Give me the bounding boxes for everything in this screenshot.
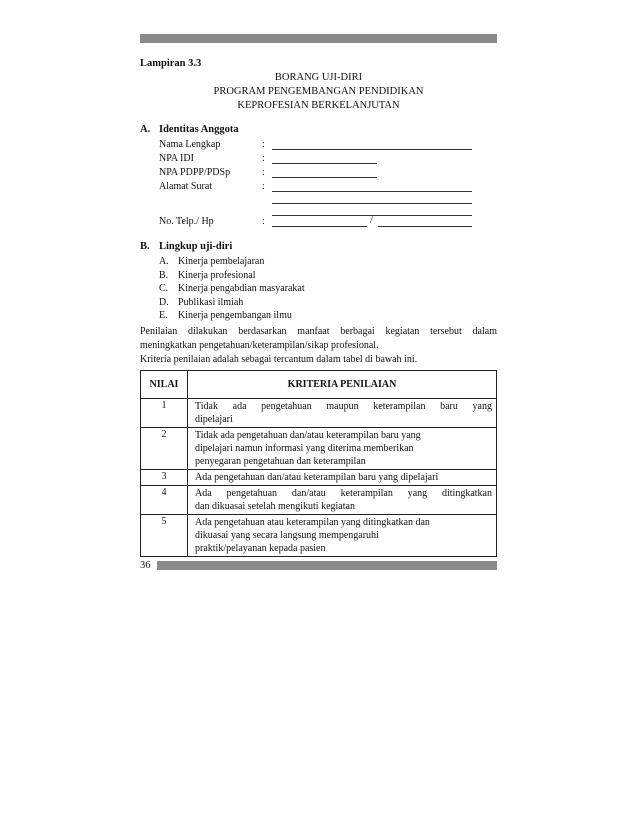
list-item-letter: D. (159, 296, 169, 308)
scope-list (159, 256, 305, 324)
list-item-letter: E. (159, 310, 168, 321)
npa-pdpp-input-line[interactable] (272, 177, 377, 178)
form-subtitle-line2: KEPROFESIAN BERKELANJUTAN (237, 100, 400, 111)
list-item (159, 283, 305, 297)
table-row (141, 486, 497, 515)
section-a-title: Identitas Anggota (159, 124, 239, 135)
list-item (159, 270, 305, 284)
form-title: BORANG UJI-DIRI (274, 72, 363, 83)
page-number: 36 (140, 560, 151, 571)
list-item-text: Kinerja pengabdian masyarakat (178, 283, 305, 294)
table-row (141, 399, 497, 428)
field-colon: : (262, 153, 265, 164)
nama-lengkap-input-line[interactable] (272, 149, 472, 150)
kriteria-line: dan dikuasai setelah mengikuti kegiatan (195, 501, 355, 512)
list-item-letter: B. (159, 269, 169, 281)
kriteria-line: Ada pengetahuan dan/atau keterampilan baru yang dipelajari (195, 472, 439, 483)
criteria-table (140, 370, 497, 557)
kriteria-cell (188, 470, 497, 486)
kriteria-line: praktik/pelayanan kepada pasien (195, 543, 326, 554)
table-row (141, 470, 497, 486)
paragraph-line: Penilaian dilakukan berdasarkan manfaat berbagai kegiatan tersebut dalam (140, 326, 497, 337)
npa-idi-input-line[interactable] (272, 163, 377, 164)
kriteria-cell (188, 486, 497, 515)
nilai-cell: 4 (141, 486, 188, 515)
kriteria-line: Ada pengetahuan atau keterampilan yang ditingkatkan dan (195, 517, 430, 528)
field-colon: : (262, 216, 265, 227)
kriteria-line: dikuasai yang secara langsung mempengaruhi (195, 530, 379, 541)
field-label: No. Telp./ Hp (159, 216, 214, 227)
header-bar (140, 34, 497, 43)
section-b-title: Lingkup uji-diri (159, 241, 233, 252)
field-colon: : (262, 167, 265, 178)
telp-separator: / (370, 215, 373, 226)
list-item-text: Publikasi ilmiah (178, 296, 244, 308)
list-item (159, 310, 305, 324)
paragraph-line: meningkatkan pengetahuan/keterampilan/sikap profesional. (140, 340, 379, 351)
field-colon: : (262, 139, 265, 150)
section-a-letter: A. (140, 124, 151, 135)
table-row (141, 515, 497, 557)
hp-input-line[interactable] (378, 226, 472, 227)
nilai-cell: 5 (141, 515, 188, 557)
kriteria-cell (188, 428, 497, 470)
table-header-row (141, 371, 497, 399)
section-b-heading (140, 241, 232, 252)
nilai-cell: 3 (141, 470, 188, 486)
section-b-letter: B. (140, 241, 150, 252)
nilai-cell: 1 (141, 399, 188, 428)
list-item-letter: C. (159, 283, 169, 294)
list-item-letter: A. (159, 256, 169, 267)
kriteria-cell (188, 515, 497, 557)
list-item-text: Kinerja profesional (178, 269, 256, 281)
field-label: Alamat Surat (159, 181, 213, 192)
kriteria-line: Tidak ada pengetahuan dan/atau keterampilan baru yang (195, 430, 421, 441)
column-header-kriteria: KRITERIA PENILAIAN (188, 371, 497, 399)
kriteria-line: Tidak ada pengetahuan maupun keterampilan baru yang (195, 401, 492, 412)
list-item (159, 256, 305, 270)
kriteria-line: dipelajari (195, 414, 233, 425)
field-label: NPA IDI (159, 153, 194, 164)
attachment-label: Lampiran 3.3 (140, 58, 202, 69)
list-item-text: Kinerja pengembangan ilmu (178, 310, 292, 321)
nilai-cell: 2 (141, 428, 188, 470)
column-header-nilai: NILAI (141, 371, 188, 399)
field-colon: : (262, 181, 265, 192)
section-a-heading (140, 124, 239, 135)
list-item-text: Kinerja pembelajaran (178, 256, 265, 267)
kriteria-line: dipelajari namun informasi yang diterima memberikan (195, 443, 414, 454)
table-row (141, 428, 497, 470)
kriteria-line: Ada pengetahuan dan/atau keterampilan yang ditingkatkan (195, 488, 492, 499)
paragraph-line: Kriteria penilaian adalah sebagai tercantum dalam tabel di bawah ini. (140, 354, 418, 365)
kriteria-line: penyegaran pengetahuan dan keterampilan (195, 456, 366, 467)
assessment-paragraph (140, 325, 497, 367)
list-item (159, 297, 305, 311)
telp-input-line[interactable] (272, 226, 367, 227)
footer-bar (157, 561, 497, 570)
alamat-input-line-1[interactable] (272, 191, 472, 192)
alamat-input-line-2[interactable] (272, 203, 472, 204)
form-subtitle-line1: PROGRAM PENGEMBANGAN PENDIDIKAN (213, 86, 424, 97)
kriteria-cell (188, 399, 497, 428)
field-label: NPA PDPP/PDSp (159, 167, 231, 178)
field-label: Nama Lengkap (159, 139, 221, 150)
